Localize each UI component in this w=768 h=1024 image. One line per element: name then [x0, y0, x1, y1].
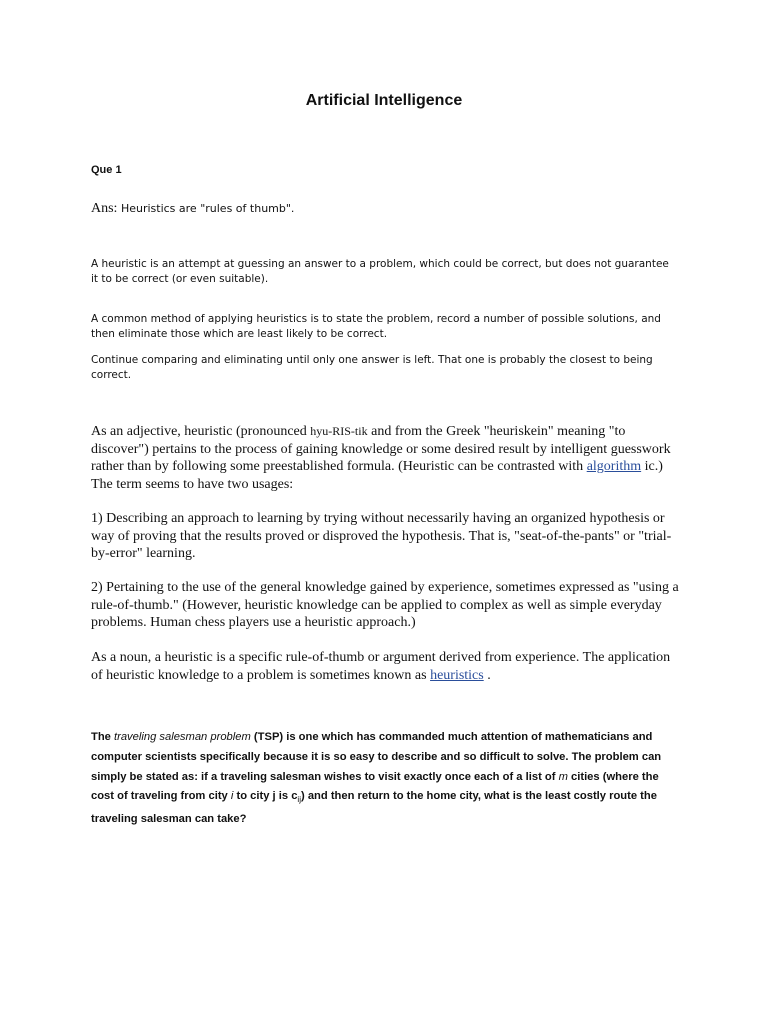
answer-line [91, 199, 294, 217]
tsp-text-5: ) and then return to the home city, what is the least costly route the traveling salesman can take? [91, 790, 657, 826]
heuristics-link[interactable]: heuristics [430, 667, 484, 683]
tsp-text-3: cities (where the cost of traveling from city [91, 770, 659, 803]
noun-end: . [483, 667, 491, 683]
tsp-subscript-ij: ij [297, 795, 301, 805]
adjective-paragraph [91, 423, 681, 493]
tsp-paragraph [91, 728, 681, 830]
elimination-paragraph: Continue comparing and eliminating until only one answer is left. That one is probably the closest to being correct. [91, 354, 653, 381]
definition-paragraph: A heuristic is an attempt at guessing an answer to a problem, which could be correct, but does not guarantee it to be correct (or even suitable). [91, 258, 669, 285]
usage-2-paragraph: 2) Pertaining to the use of the general knowledge gained by experience, sometimes expressed as "using a rule-of-thumb." (However, heuristic knowledge can be applied to complex as well as simple everyday problems. Human chess players use a heuristic approach.) [91, 580, 679, 631]
method-paragraph: A common method of applying heuristics is to state the problem, record a number of possible solutions, and then eliminate those which are least likely to be correct. [91, 313, 661, 340]
tsp-variable-m: m [558, 770, 568, 783]
tsp-text-4: to city j is c [233, 790, 298, 803]
algorithm-link[interactable]: algorithm [586, 459, 642, 475]
tsp-text-2: (TSP) is one which has commanded much attention of mathematicians and computer scientists specifically because it is so easy to describe and so difficult to solve. The problem can simply be stated as: if a traveling salesman wishes to visit exactly once each of a list of [91, 731, 662, 783]
tsp-term: traveling salesman problem [114, 731, 251, 743]
pronunciation: hyu-RIS-tik [310, 424, 368, 438]
answer-label: Ans: [91, 201, 118, 216]
question-label: Que 1 [91, 164, 122, 176]
noun-paragraph [91, 649, 681, 684]
tsp-text-1: The [91, 731, 114, 743]
adjective-text-1: As an adjective, heuristic (pronounced [91, 424, 311, 439]
adjective-text-2: and from the Greek "heuriskein" meaning "to discover") pertains to the process of gaining knowledge or some desired result by intelligent guesswork rather than by following some preestablished formula. (Heuristic can be contrasted with [91, 424, 671, 475]
page-title: Artificial Intelligence [305, 92, 463, 109]
noun-text: As a noun, a heuristic is a specific rule-of-thumb or argument derived from experience. The application of heuristic knowledge to a problem is sometimes known as [91, 650, 671, 683]
usage-1-paragraph: 1) Describing an approach to learning by trying without necessarily having an organized hypothesis or way of proving that the results proved or disproved the hypothesis. That is, "seat-of-the-pants" or "trial-by-error" learning. [91, 511, 672, 562]
tsp-variable-i: i [230, 790, 234, 803]
answer-text: Heuristics are "rules of thumb". [117, 202, 295, 215]
adjective-text-3: ic.) The term seems to have two usages: [91, 459, 663, 492]
